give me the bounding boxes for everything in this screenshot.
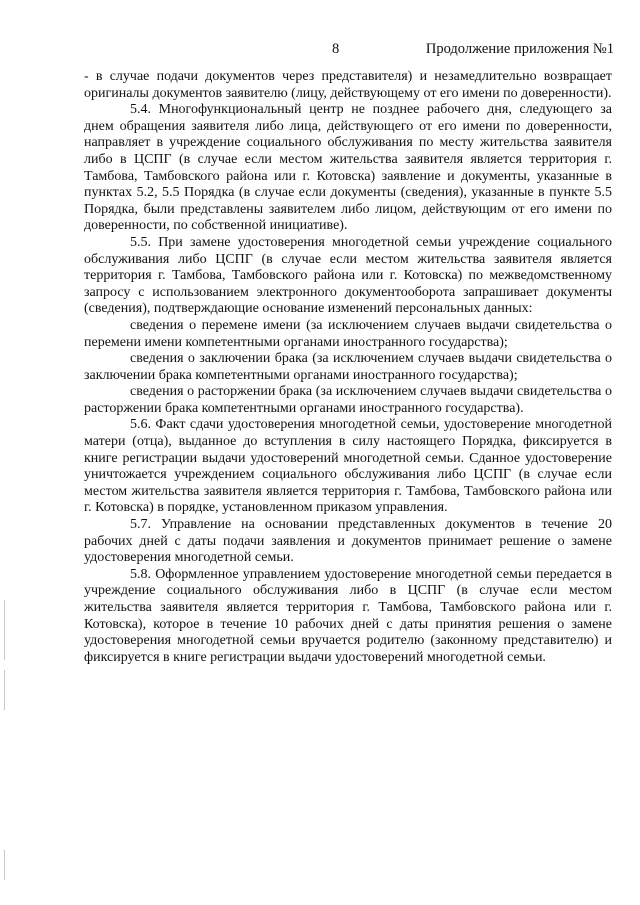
- paragraph-5-5: 5.5. При замене удостоверения многодетной семьи учреждение социального обслуживания либо ЦСПГ (в случае если местом жительства заявителя является территория г. Тамбова, Тамбовского района или г. Котовска) по межведомственному запросу с использованием электронного документооборота запрашивает документы (сведения), подтверждающие основание изменений персональных данных:: [84, 234, 612, 317]
- page-header: [84, 40, 614, 60]
- paragraph-continuation: - в случае подачи документов через представителя) и незамедлительно возвращает оригиналы документов заявителю (лицу, действующему от его имени по доверенности).: [84, 69, 612, 101]
- paragraph-5-6: 5.6. Факт сдачи удостоверения многодетной семьи, удостоверение многодетной матери (отца), выданное до вступления в силу настоящего Порядка, фиксируется в книге регистрации выдачи удостоверений многодетной семьи. Сданное удостоверение уничтожается учреждением социального обслуживания либо ЦСПГ (в случае если местом жительства заявителя является территория г. Тамбова, Тамбовского района или г. Котовска) в порядке, установленном приказом управления.: [84, 417, 612, 516]
- paragraph-5-8: 5.8. Оформленное управлением удостоверение многодетной семьи передается в учреждение социального обслуживания либо в ЦСПГ (в случае если местом жительства заявителя является территория г. Тамбова, Тамбовского района или г. Котовска), которое в течение 10 рабочих дней с даты принятия решения о замене удостоверения многодетной семьи вручается родителю (законному представителю) и фиксируется в книге регистрации выдачи удостоверений многодетной семьи.: [84, 566, 612, 665]
- scan-margin-mark: [4, 670, 5, 710]
- paragraph-5-4: 5.4. Многофункциональный центр не позднее рабочего дня, следующего за днем обращения заявителя либо лица, действующего от его имени по доверенности, направляет в учреждение социального обслуживания по месту жительства заявителя либо в ЦСПГ (в случае если местом жительства заявителя является территория г. Тамбова, Тамбовского района или г. Котовска) заявление и документы, указанные в пунктах 5.2, 5.5 Порядка (в случае если документы (сведения), указанные в пункте 5.5 Порядка, были представлены заявителем либо лицом, действующим от его имени по доверенности, по собственной инициативе).: [84, 102, 612, 234]
- page-number: 8: [332, 41, 340, 57]
- list-item-name-change: сведения о перемене имени (за исключением случаев выдачи свидетельства о перемени имени компетентными органами иностранного государства);: [84, 317, 612, 350]
- appendix-continuation-note: Продолжение приложения №1: [425, 41, 614, 57]
- list-item-divorce: сведения о расторжении брака (за исключением случаев выдачи свидетельства о расторжении брака компетентными органами иностранного государства).: [84, 384, 612, 416]
- paragraph-5-7: 5.7. Управление на основании представленных документов в течение 20 рабочих дней с даты подачи заявления и документов принимает решение о замене удостоверения многодетной семьи.: [84, 517, 612, 566]
- list-item-marriage: сведения о заключении брака (за исключением случаев выдачи свидетельства о заключении брака компетентными органами иностранного государства);: [84, 351, 612, 383]
- scan-margin-mark: [4, 600, 5, 660]
- document-body: [84, 69, 612, 666]
- scan-margin-mark: [4, 850, 5, 880]
